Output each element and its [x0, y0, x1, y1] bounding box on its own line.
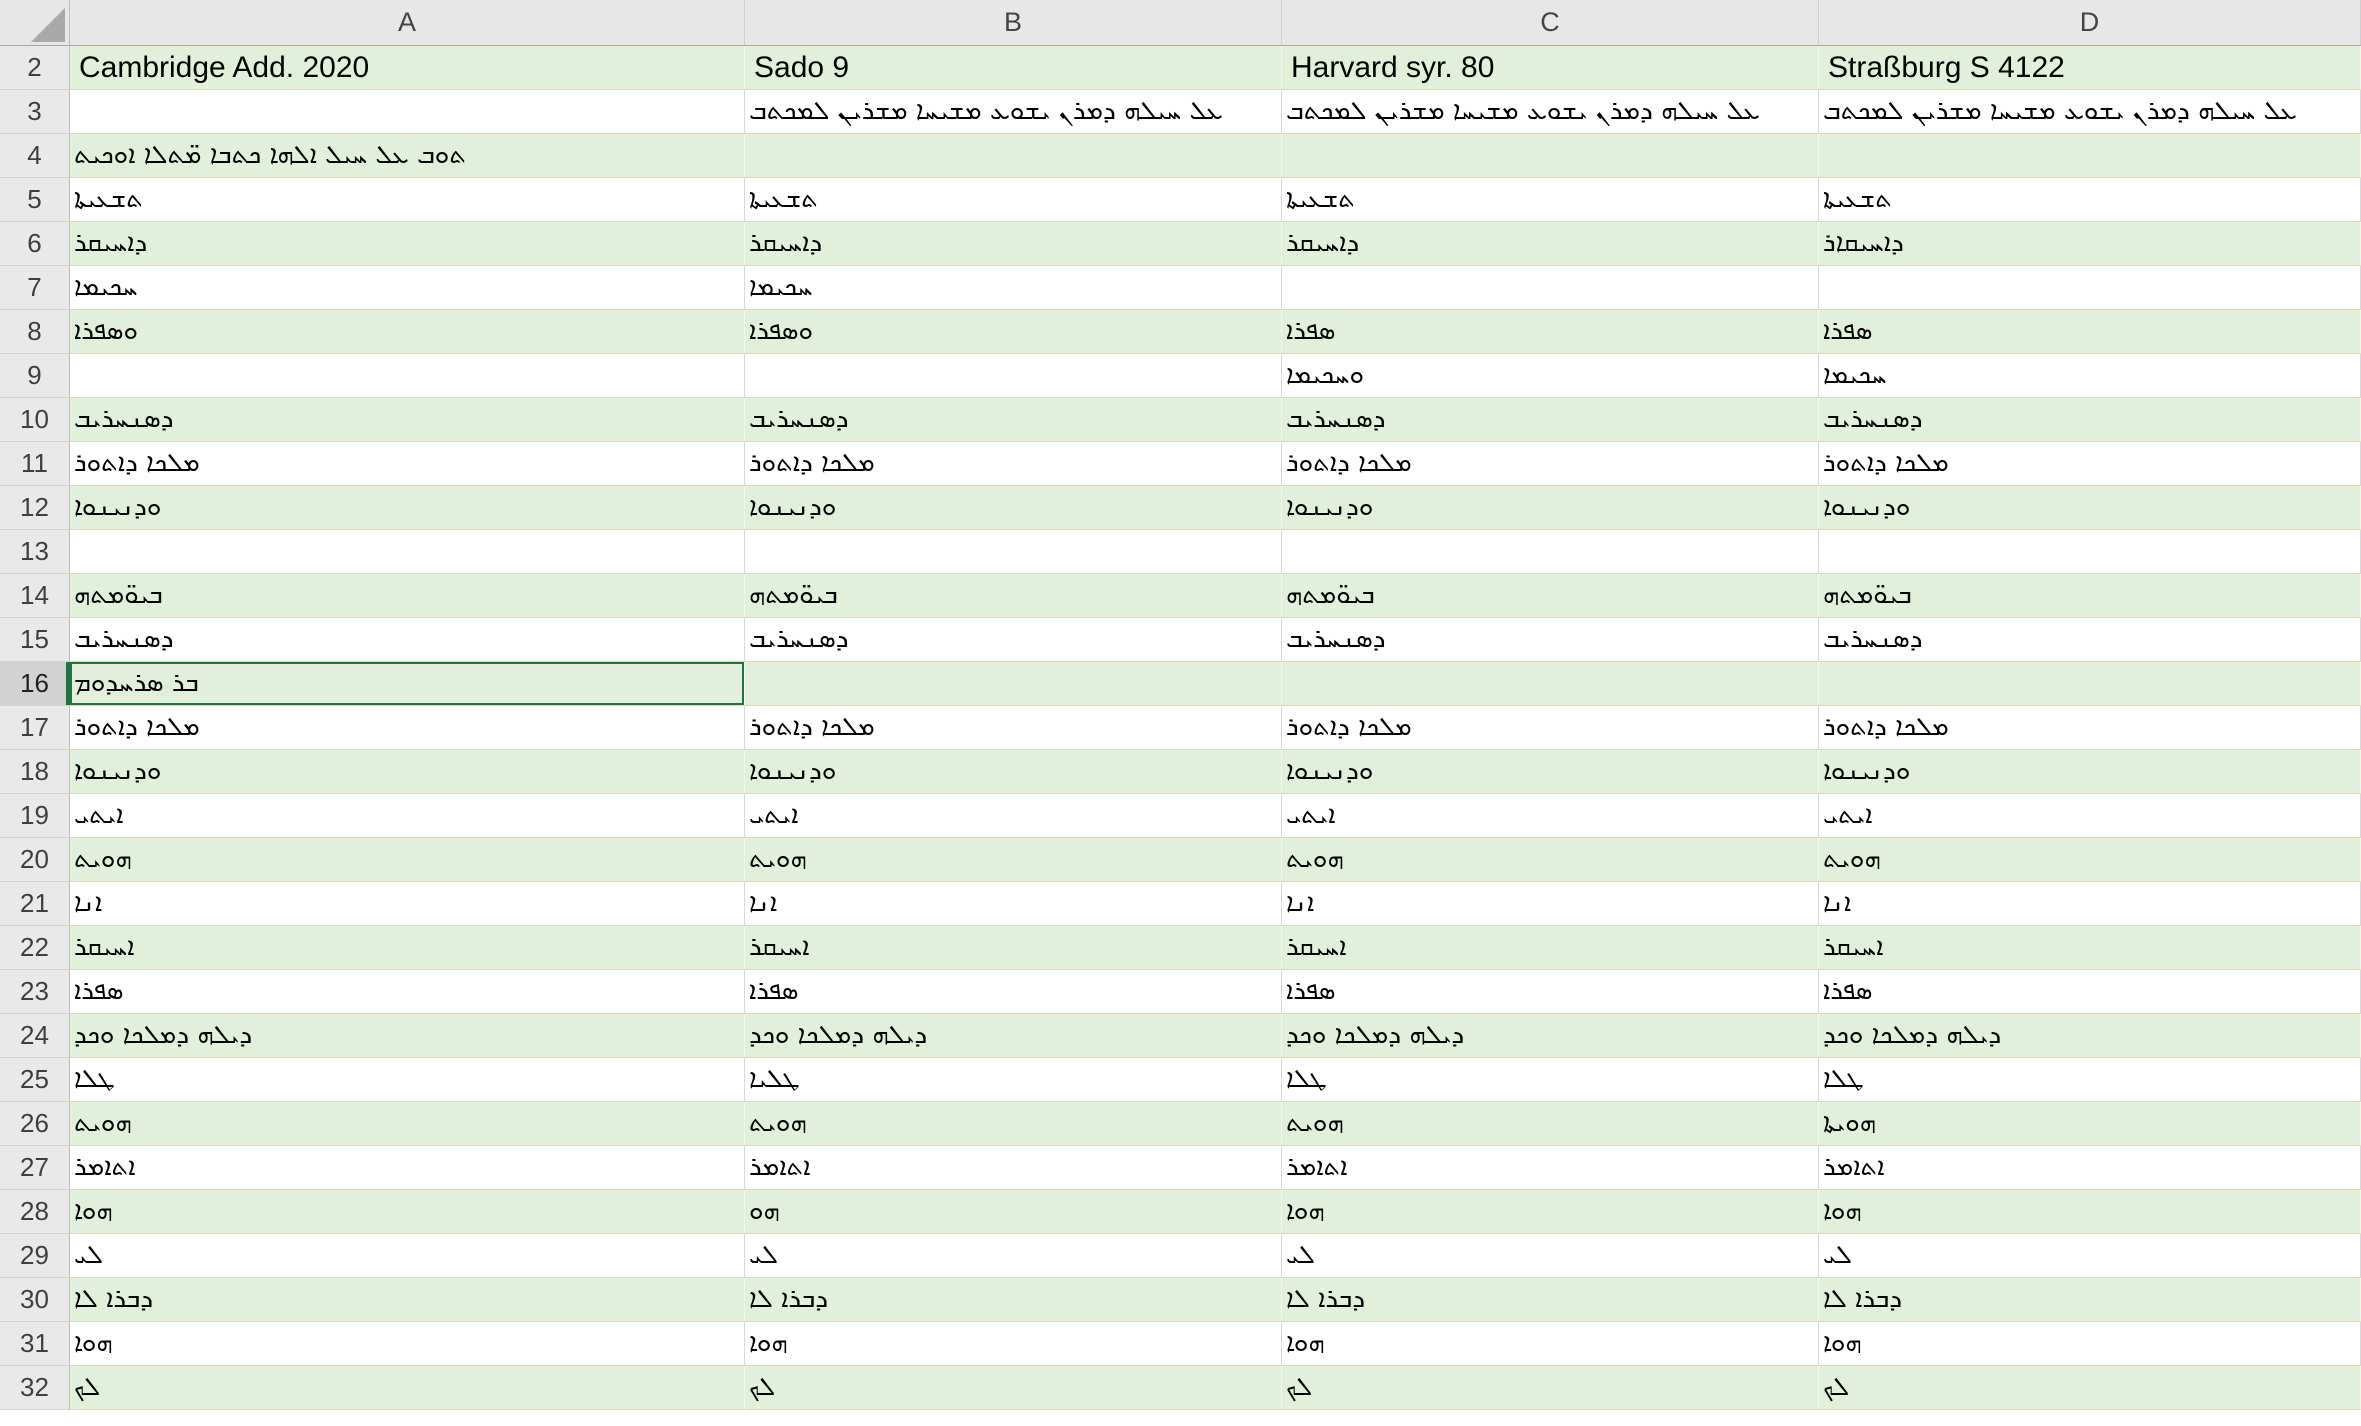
cell-A9[interactable] — [70, 354, 745, 398]
cell-D32[interactable]: ܠܟ — [1819, 1366, 2361, 1410]
row-header-20[interactable]: 20 — [0, 838, 70, 882]
column-header-a[interactable]: A — [70, 0, 745, 45]
cell-B17[interactable]: ܡܠܟܐ ܕܐܬܘܪ — [745, 706, 1282, 750]
cell-B21[interactable]: ܐܢܐ — [745, 882, 1282, 926]
cell-A27[interactable]: ܐܬܐܡܪ — [70, 1146, 745, 1190]
sheet-row-14 — [0, 574, 2361, 618]
row-header-9[interactable]: 9 — [0, 354, 70, 398]
cell-A16[interactable]: ܒܪ ܣܪܚܕܘܡ — [70, 662, 745, 706]
cell-A14[interactable]: ܒܝܘ̈ܡܬܗ — [70, 574, 745, 618]
row-header-13[interactable]: 13 — [0, 530, 70, 574]
cell-D29[interactable]: ܠܝ — [1819, 1234, 2361, 1278]
cell-B32[interactable]: ܠܟ — [745, 1366, 1282, 1410]
cell-A23[interactable]: ܣܦܪܐ — [70, 970, 745, 1014]
cell-A19[interactable]: ܐܝܬܝ — [70, 794, 745, 838]
column-header-strip — [0, 0, 2361, 46]
sheet-row-5 — [0, 178, 2361, 222]
sheet-row-13 — [0, 530, 2361, 574]
cell-C23[interactable]: ܣܦܪܐ — [1282, 970, 1819, 1014]
cell-A7[interactable]: ܚܟܝܡܐ — [70, 266, 745, 310]
sheet-row-12 — [0, 486, 2361, 530]
sheet-row-29 — [0, 1234, 2361, 1278]
cell-D31[interactable]: ܗܘܐ — [1819, 1322, 2361, 1366]
row-header-19[interactable]: 19 — [0, 794, 70, 838]
cell-A29[interactable]: ܠܝ — [70, 1234, 745, 1278]
sheet-row-2 — [0, 46, 2361, 90]
cell-B18[interactable]: ܘܕܢܝܢܘܐ — [745, 750, 1282, 794]
cell-A10[interactable]: ܕܣܢܚܪܝܒ — [70, 398, 745, 442]
cell-D8[interactable]: ܣܦܪܐ — [1819, 310, 2361, 354]
sheet-row-25 — [0, 1058, 2361, 1102]
cell-D11[interactable]: ܡܠܟܐ ܕܐܬܘܪ — [1819, 442, 2361, 486]
cell-A4[interactable]: ܬܘܒ ܥܠ ܚܝܠ ܐܠܗܐ ܟܬܒܐ ܡ̈ܬܠܐ ܐܘܟܝܬ — [70, 134, 745, 178]
cell-C13[interactable] — [1282, 530, 1819, 574]
sheet-row-30 — [0, 1278, 2361, 1322]
row-header-11[interactable]: 11 — [0, 442, 70, 486]
cell-D15[interactable]: ܕܣܢܚܪܝܒ — [1819, 618, 2361, 662]
row-header-7[interactable]: 7 — [0, 266, 70, 310]
row-header-15[interactable]: 15 — [0, 618, 70, 662]
cell-B20[interactable]: ܗܘܝܬ — [745, 838, 1282, 882]
row-header-12[interactable]: 12 — [0, 486, 70, 530]
column-header-b[interactable]: B — [745, 0, 1282, 45]
cell-D24[interactable]: ܕܝܠܗ ܕܡܠܟܐ ܘܟܕ — [1819, 1014, 2361, 1058]
cell-B22[interactable]: ܐܚܝܩܪ — [745, 926, 1282, 970]
cell-B8[interactable]: ܘܣܦܪܐ — [745, 310, 1282, 354]
cell-B12[interactable]: ܘܕܢܝܢܘܐ — [745, 486, 1282, 530]
cell-B26[interactable]: ܗܘܝܬ — [745, 1102, 1282, 1146]
cell-A21[interactable]: ܐܢܐ — [70, 882, 745, 926]
sheet-row-10 — [0, 398, 2361, 442]
cell-B7[interactable]: ܚܟܝܡܐ — [745, 266, 1282, 310]
cell-C32[interactable]: ܠܟ — [1282, 1366, 1819, 1410]
sheet-row-28 — [0, 1190, 2361, 1234]
row-header-21[interactable]: 21 — [0, 882, 70, 926]
sheet-row-9 — [0, 354, 2361, 398]
sheet-row-21 — [0, 882, 2361, 926]
cell-C28[interactable]: ܗܘܐ — [1282, 1190, 1819, 1234]
cell-C4[interactable] — [1282, 134, 1819, 178]
cell-D4[interactable] — [1819, 134, 2361, 178]
sheet-row-11 — [0, 442, 2361, 486]
cell-C5[interactable]: ܬܫܥܝܬܐ — [1282, 178, 1819, 222]
cell-D26[interactable]: ܗܘܝܬܐ — [1819, 1102, 2361, 1146]
sheet-row-31 — [0, 1322, 2361, 1366]
cell-D14[interactable]: ܒܝܘ̈ܡܬܗ — [1819, 574, 2361, 618]
cell-A2[interactable]: Cambridge Add. 2020 — [70, 46, 745, 90]
cell-D9[interactable]: ܚܟܝܡܐ — [1819, 354, 2361, 398]
cell-B31[interactable]: ܗܘܐ — [745, 1322, 1282, 1366]
cell-D18[interactable]: ܘܕܢܝܢܘܐ — [1819, 750, 2361, 794]
cell-C30[interactable]: ܕܒܪܐ ܠܐ — [1282, 1278, 1819, 1322]
cell-D17[interactable]: ܡܠܟܐ ܕܐܬܘܪ — [1819, 706, 2361, 750]
cell-A11[interactable]: ܡܠܟܐ ܕܐܬܘܪ — [70, 442, 745, 486]
column-header-c[interactable]: C — [1282, 0, 1819, 45]
cell-A17[interactable]: ܡܠܟܐ ܕܐܬܘܪ — [70, 706, 745, 750]
cell-A8[interactable]: ܘܣܦܪܐ — [70, 310, 745, 354]
row-header-8[interactable]: 8 — [0, 310, 70, 354]
cell-B16[interactable] — [745, 662, 1282, 706]
cell-D19[interactable]: ܐܝܬܝ — [1819, 794, 2361, 838]
row-header-14[interactable]: 14 — [0, 574, 70, 618]
cell-A15[interactable]: ܕܣܢܚܪܝܒ — [70, 618, 745, 662]
cell-B25[interactable]: ܛܠܝܐ — [745, 1058, 1282, 1102]
cell-C17[interactable]: ܡܠܟܐ ܕܐܬܘܪ — [1282, 706, 1819, 750]
cell-A5[interactable]: ܬܫܥܝܬܐ — [70, 178, 745, 222]
column-header-d[interactable]: D — [1819, 0, 2361, 45]
cell-D30[interactable]: ܕܒܪܐ ܠܐ — [1819, 1278, 2361, 1322]
cell-C9[interactable]: ܘܚܟܝܡܐ — [1282, 354, 1819, 398]
select-all-corner[interactable] — [0, 0, 70, 45]
cell-C19[interactable]: ܐܝܬܝ — [1282, 794, 1819, 838]
sheet-row-17 — [0, 706, 2361, 750]
row-header-16[interactable]: 16 — [0, 662, 70, 706]
cell-B6[interactable]: ܕܐܚܝܩܪ — [745, 222, 1282, 266]
cell-D3[interactable]: ܥܠ ܚܝܠܗ ܕܡܪܢ ܝܫܘܥ ܡܫܝܚܐ ܡܫܪܝܢ ܠܡܟܬܒ — [1819, 90, 2361, 134]
cell-C24[interactable]: ܕܝܠܗ ܕܡܠܟܐ ܘܟܕ — [1282, 1014, 1819, 1058]
sheet-grid — [0, 46, 2361, 1410]
cell-C27[interactable]: ܐܬܐܡܪ — [1282, 1146, 1819, 1190]
cell-C2[interactable]: Harvard syr. 80 — [1282, 46, 1819, 90]
row-header-23[interactable]: 23 — [0, 970, 70, 1014]
cell-D25[interactable]: ܛܠܐ — [1819, 1058, 2361, 1102]
sheet-row-4 — [0, 134, 2361, 178]
row-header-3[interactable]: 3 — [0, 90, 70, 134]
cell-D12[interactable]: ܘܕܢܝܢܘܐ — [1819, 486, 2361, 530]
row-header-28[interactable]: 28 — [0, 1190, 70, 1234]
cell-D5[interactable]: ܬܫܥܝܬܐ — [1819, 178, 2361, 222]
cell-D20[interactable]: ܗܘܝܬ — [1819, 838, 2361, 882]
cell-B9[interactable] — [745, 354, 1282, 398]
sheet-row-18 — [0, 750, 2361, 794]
cell-C3[interactable]: ܥܠ ܚܝܠܗ ܕܡܪܢ ܝܫܘܥ ܡܫܝܚܐ ܡܫܪܝܢ ܠܡܟܬܒ — [1282, 90, 1819, 134]
cell-D13[interactable] — [1819, 530, 2361, 574]
cell-B27[interactable]: ܐܬܐܡܪ — [745, 1146, 1282, 1190]
cell-A20[interactable]: ܗܘܝܬ — [70, 838, 745, 882]
cell-D27[interactable]: ܐܬܐܡܪ — [1819, 1146, 2361, 1190]
row-header-27[interactable]: 27 — [0, 1146, 70, 1190]
cell-A32[interactable]: ܠܟ — [70, 1366, 745, 1410]
sheet-row-20 — [0, 838, 2361, 882]
cell-C26[interactable]: ܗܘܝܬ — [1282, 1102, 1819, 1146]
sheet-row-8 — [0, 310, 2361, 354]
sheet-row-23 — [0, 970, 2361, 1014]
cell-B24[interactable]: ܕܝܠܗ ܕܡܠܟܐ ܘܟܕ — [745, 1014, 1282, 1058]
cell-C7[interactable] — [1282, 266, 1819, 310]
row-header-2[interactable]: 2 — [0, 46, 70, 90]
cell-C14[interactable]: ܒܝܘ̈ܡܬܗ — [1282, 574, 1819, 618]
select-all-icon — [31, 8, 65, 42]
row-header-26[interactable]: 26 — [0, 1102, 70, 1146]
cell-A25[interactable]: ܛܠܐ — [70, 1058, 745, 1102]
cell-C29[interactable]: ܠܝ — [1282, 1234, 1819, 1278]
cell-C10[interactable]: ܕܣܢܚܪܝܒ — [1282, 398, 1819, 442]
cell-D6[interactable]: ܕܐܚܝܩܐܪ — [1819, 222, 2361, 266]
cell-C15[interactable]: ܕܣܢܚܪܝܒ — [1282, 618, 1819, 662]
cell-B28[interactable]: ܗܘ — [745, 1190, 1282, 1234]
cell-D2[interactable]: Straßburg S 4122 — [1819, 46, 2361, 90]
cell-C11[interactable]: ܡܠܟܐ ܕܐܬܘܪ — [1282, 442, 1819, 486]
cell-C31[interactable]: ܗܘܐ — [1282, 1322, 1819, 1366]
row-header-24[interactable]: 24 — [0, 1014, 70, 1058]
cell-C18[interactable]: ܘܕܢܝܢܘܐ — [1282, 750, 1819, 794]
row-header-5[interactable]: 5 — [0, 178, 70, 222]
cell-C8[interactable]: ܣܦܪܐ — [1282, 310, 1819, 354]
cell-A28[interactable]: ܗܘܐ — [70, 1190, 745, 1234]
sheet-row-27 — [0, 1146, 2361, 1190]
cell-B15[interactable]: ܕܣܢܚܪܝܒ — [745, 618, 1282, 662]
cell-D7[interactable] — [1819, 266, 2361, 310]
cell-C22[interactable]: ܐܚܝܩܪ — [1282, 926, 1819, 970]
row-header-32[interactable]: 32 — [0, 1366, 70, 1410]
cell-A22[interactable]: ܐܚܝܩܪ — [70, 926, 745, 970]
cell-A12[interactable]: ܘܕܢܝܢܘܐ — [70, 486, 745, 530]
row-header-29[interactable]: 29 — [0, 1234, 70, 1278]
row-header-4[interactable]: 4 — [0, 134, 70, 178]
cell-A6[interactable]: ܕܐܚܝܩܪ — [70, 222, 745, 266]
cell-A18[interactable]: ܘܕܢܝܢܘܐ — [70, 750, 745, 794]
cell-B11[interactable]: ܡܠܟܐ ܕܐܬܘܪ — [745, 442, 1282, 486]
sheet-row-15 — [0, 618, 2361, 662]
cell-D21[interactable]: ܐܢܐ — [1819, 882, 2361, 926]
sheet-row-19 — [0, 794, 2361, 838]
sheet-row-22 — [0, 926, 2361, 970]
row-header-17[interactable]: 17 — [0, 706, 70, 750]
row-header-25[interactable]: 25 — [0, 1058, 70, 1102]
cell-B3[interactable]: ܥܠ ܚܝܠܗ ܕܡܪܢ ܝܫܘܥ ܡܫܝܚܐ ܡܫܪܝܢ ܠܡܟܬܒ — [745, 90, 1282, 134]
cell-B29[interactable]: ܠܝ — [745, 1234, 1282, 1278]
row-header-22[interactable]: 22 — [0, 926, 70, 970]
cell-B30[interactable]: ܕܒܪܐ ܠܐ — [745, 1278, 1282, 1322]
sheet-row-32 — [0, 1366, 2361, 1410]
sheet-row-16 — [0, 662, 2361, 706]
cell-A3[interactable] — [70, 90, 745, 134]
row-header-30[interactable]: 30 — [0, 1278, 70, 1322]
cell-D22[interactable]: ܐܚܝܩܪ — [1819, 926, 2361, 970]
cell-B23[interactable]: ܣܦܪܐ — [745, 970, 1282, 1014]
cell-A13[interactable] — [70, 530, 745, 574]
cell-D28[interactable]: ܗܘܐ — [1819, 1190, 2361, 1234]
sheet-row-26 — [0, 1102, 2361, 1146]
cell-B19[interactable]: ܐܝܬܝ — [745, 794, 1282, 838]
cell-D10[interactable]: ܕܣܢܚܪܝܒ — [1819, 398, 2361, 442]
cell-A31[interactable]: ܗܘܐ — [70, 1322, 745, 1366]
row-header-18[interactable]: 18 — [0, 750, 70, 794]
row-header-10[interactable]: 10 — [0, 398, 70, 442]
cell-C12[interactable]: ܘܕܢܝܢܘܐ — [1282, 486, 1819, 530]
cell-A30[interactable]: ܕܒܪܐ ܠܐ — [70, 1278, 745, 1322]
cell-B4[interactable] — [745, 134, 1282, 178]
cell-B13[interactable] — [745, 530, 1282, 574]
cell-B10[interactable]: ܕܣܢܚܪܝܒ — [745, 398, 1282, 442]
sheet-row-7 — [0, 266, 2361, 310]
sheet-row-6 — [0, 222, 2361, 266]
cell-B5[interactable]: ܬܫܥܝܬܐ — [745, 178, 1282, 222]
sheet-row-24 — [0, 1014, 2361, 1058]
cell-C20[interactable]: ܗܘܝܬ — [1282, 838, 1819, 882]
row-header-31[interactable]: 31 — [0, 1322, 70, 1366]
cell-A24[interactable]: ܕܝܠܗ ܕܡܠܟܐ ܘܟܕ — [70, 1014, 745, 1058]
cell-A26[interactable]: ܗܘܝܬ — [70, 1102, 745, 1146]
cell-B2[interactable]: Sado 9 — [745, 46, 1282, 90]
sheet-row-3 — [0, 90, 2361, 134]
row-header-6[interactable]: 6 — [0, 222, 70, 266]
cell-C16[interactable] — [1282, 662, 1819, 706]
cell-C21[interactable]: ܐܢܐ — [1282, 882, 1819, 926]
cell-B14[interactable]: ܒܝܘ̈ܡܬܗ — [745, 574, 1282, 618]
cell-D23[interactable]: ܣܦܪܐ — [1819, 970, 2361, 1014]
cell-D16[interactable] — [1819, 662, 2361, 706]
cell-C6[interactable]: ܕܐܚܝܩܪ — [1282, 222, 1819, 266]
cell-C25[interactable]: ܛܠܐ — [1282, 1058, 1819, 1102]
